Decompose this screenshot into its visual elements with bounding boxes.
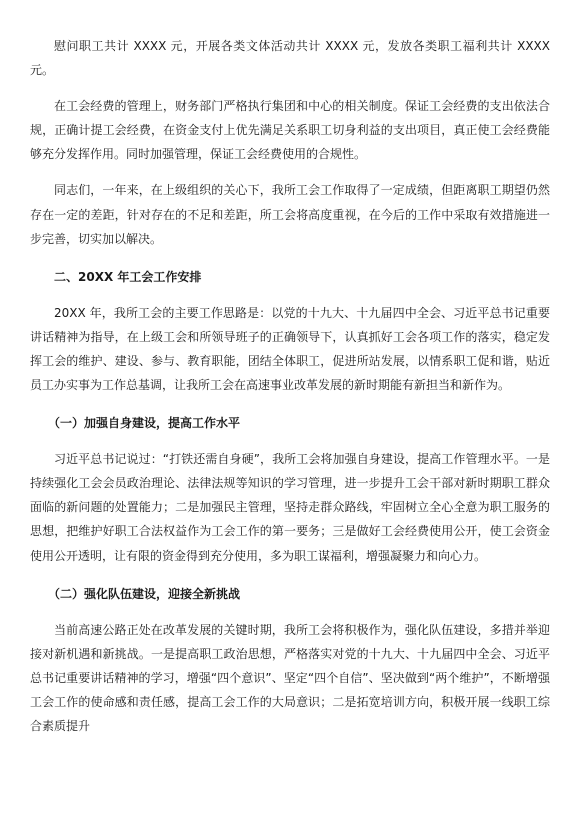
section-heading-work-plan: 二、20XX 年工会工作安排 <box>54 269 202 284</box>
subsection-heading-team-building: （二）强化队伍建设，迎接全新挑战 <box>48 586 241 601</box>
paragraph-conclusion: 同志们，一年来，在上级组织的关心下，我所工会工作取得了一定成绩，但距离职工期望仍然存在一定的差距，针对存在的不足和差距，所工会将高度重视，在今后的工作中采取有效措施进一步完善，切实加以解决。 <box>30 183 550 246</box>
subsection-heading-self-building: （一）加强自身建设，提高工作水平 <box>48 416 241 431</box>
paragraph-self-building: 习近平总书记说过：“打铁还需自身硬”，我所工会将加强自身建设，提高工作管理水平。一是持续强化工会会员政治理论、法律法规等知识的学习管理，进一步提升工会干部对新时期职工群众面临的新问题的处置能力；二是加强民主管理，坚持走群众路线，牢固树立全心全意为职工服务的思想，把维护好职工合法权益作为工会工作的第一要务；三是做好工会经费使用公开，使工会资金使用公开透明，让有限的资金得到充分使用，多为职工谋福利，增强凝聚力和向心力。 <box>30 452 550 563</box>
paragraph-team-building: 当前高速公路正处在改革发展的关键时期，我所工会将积极作为，强化队伍建设，多措并举迎接对新机遇和新挑战。一是提高职工政治思想，严格落实对党的十九大、十九届四中全会、习近平总书记重要讲话精神的学习，增强“四个意识”、坚定“四个自信”、坚决做到“两个维护”，不断增强工会工作的使命感和责任感，提高工会工作的大局意识；二是拓宽培训方向，积极开展一线职工综合素质提升 <box>30 622 550 733</box>
paragraph-expenses-summary: 慰问职工共计 XXXX 元，开展各类文体活动共计 XXXX 元，发放各类职工福利共计 XXXX 元。 <box>30 39 550 78</box>
paragraph-fund-management: 在工会经费的管理上，财务部门严格执行集团和中心的相关制度。保证工会经费的支出依法合规，正确计提工会经费，在资金支付上优先满足关系职工切身利益的支出项目，真正使工会经费能够充分发挥作用。同时加强管理，保证工会经费使用的合规性。 <box>30 99 550 162</box>
paragraph-work-approach: 20XX 年，我所工会的主要工作思路是：以党的十九大、十九届四中全会、习近平总书记重要讲话精神为指导，在上级工会和所领导班子的正确领导下，认真抓好工会各项工作的落实，稳定发挥工会的维护、建设、参与、教育职能，团结全体职工，促进所站发展，以情系职工促和谐，贴近员工办实事为工作总基调，让我所工会在高速事业改革发展的新时期能有新担当和新作为。 <box>30 305 550 393</box>
